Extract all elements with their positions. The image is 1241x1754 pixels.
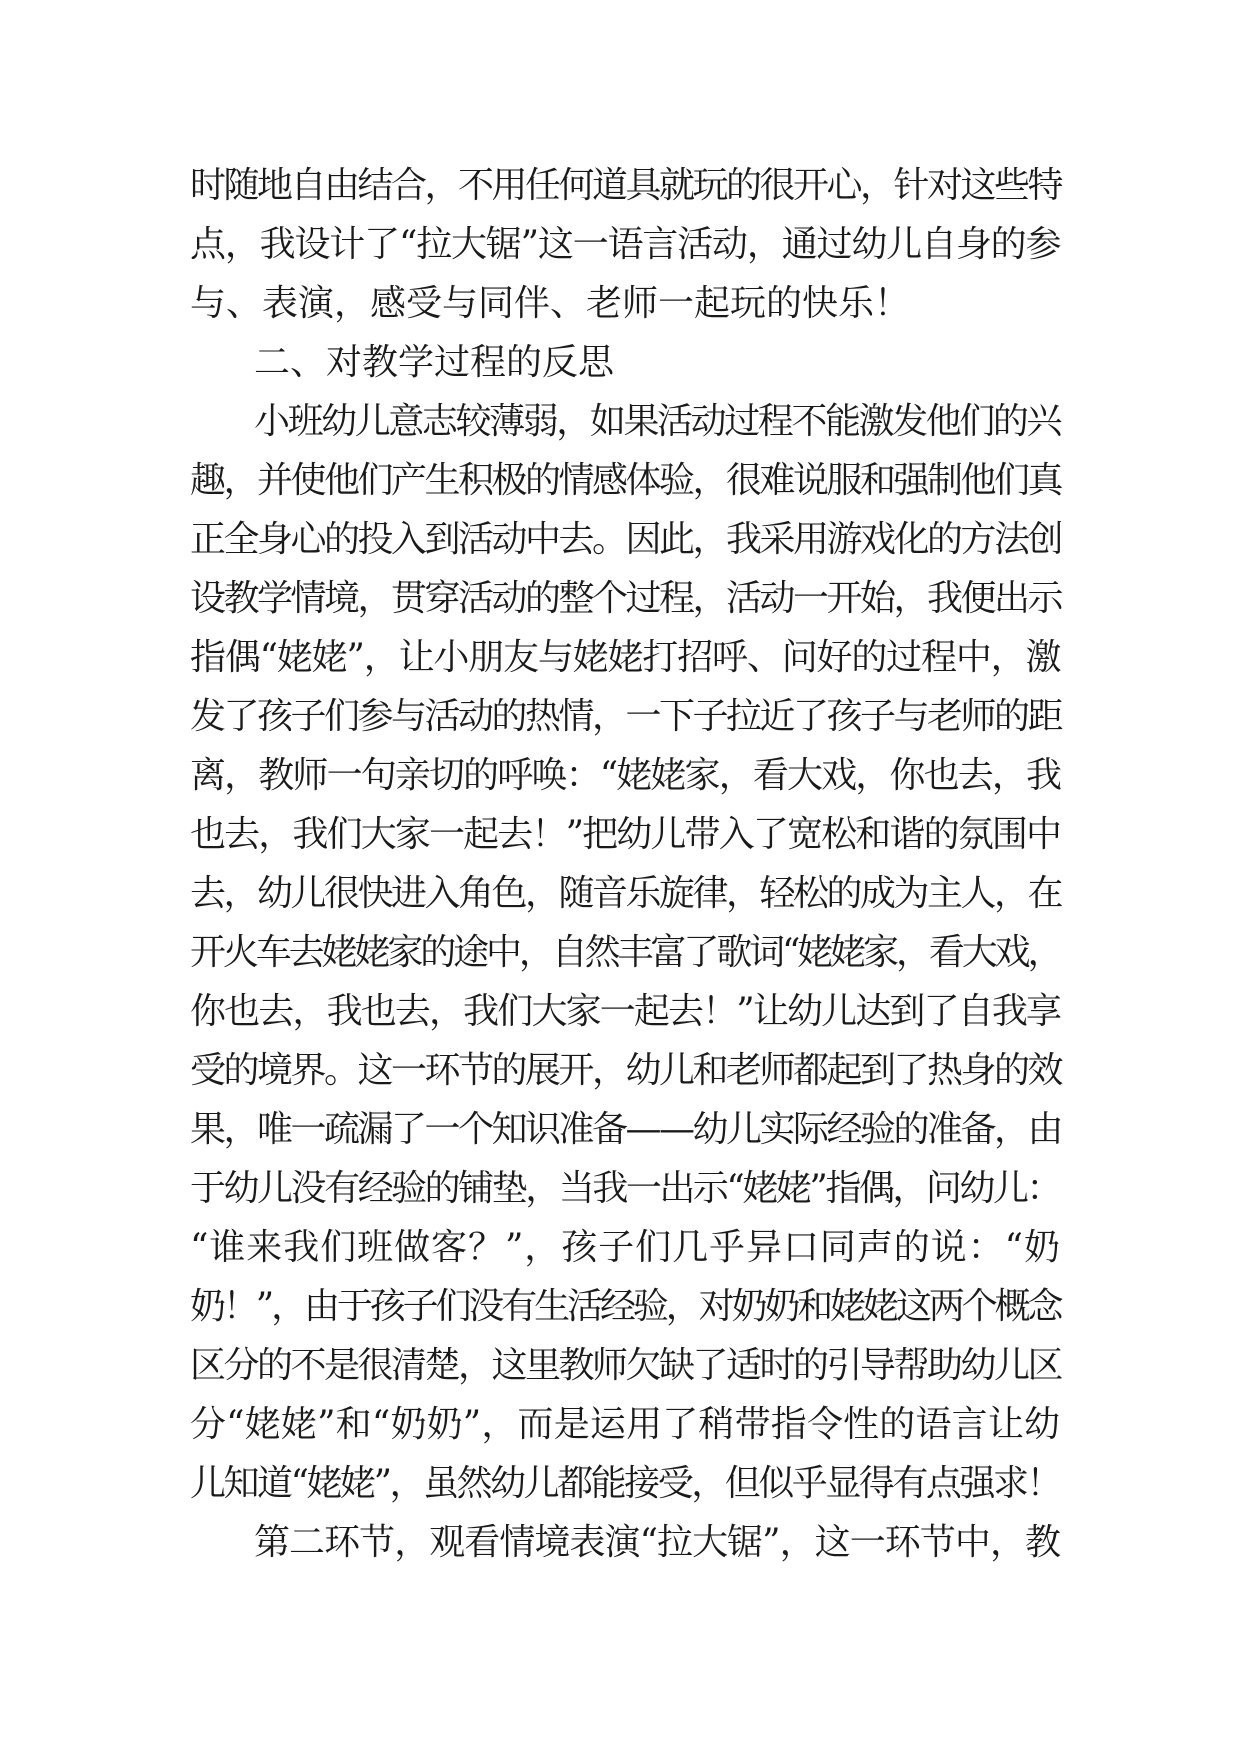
text-line: 区分的不是很清楚，这里教师欠缺了适时的引导帮助幼儿区 <box>190 1345 1062 1386</box>
text-line: 与、表演，感受与同伴、老师一起玩的快乐！ <box>190 283 911 324</box>
text-line: 分“姥姥”和“奶奶”，而是运用了稍带指令性的语言让幼 <box>190 1404 1060 1445</box>
text-line: 指偶“姥姥”，让小朋友与姥姥打招呼、问好的过程中，激 <box>190 637 1060 678</box>
text-line: 也去，我们大家一起去！”把幼儿带入了宽松和谐的氛围中 <box>190 814 1060 855</box>
text-line: 儿知道“姥姥”，虽然幼儿都能接受，但似乎显得有点强求！ <box>190 1463 1060 1504</box>
text-line: 于幼儿没有经验的铺垫，当我一出示“姥姥”指偶，问幼儿： <box>190 1168 1060 1209</box>
text-line: 正全身心的投入到活动中去。因此，我采用游戏化的方法创 <box>190 519 1062 560</box>
text-line: 你也去，我也去，我们大家一起去！”让幼儿达到了自我享 <box>190 991 1060 1032</box>
text-line: 小班幼儿意志较薄弱，如果活动过程不能激发他们的兴 <box>254 401 1060 442</box>
text-line: 受的境界。这一环节的展开，幼儿和老师都起到了热身的效 <box>190 1050 1062 1091</box>
text-line: 果，唯一疏漏了一个知识准备——幼儿实际经验的准备，由 <box>190 1109 1062 1150</box>
text-line: 时随地自由结合，不用任何道具就玩的很开心，针对这些特 <box>190 165 1062 206</box>
text-line: 发了孩子们参与活动的热情，一下子拉近了孩子与老师的距 <box>190 696 1062 737</box>
section-heading: 二、对教学过程的反思 <box>254 342 615 383</box>
text-line: 奶！”，由于孩子们没有生活经验，对奶奶和姥姥这两个概念 <box>190 1286 1060 1327</box>
text-line: 离，教师一句亲切的呼唤：“姥姥家，看大戏，你也去，我 <box>190 755 1060 796</box>
document-body <box>190 156 1060 1572</box>
text-line: 第二环节，观看情境表演“拉大锯”，这一环节中，教 <box>254 1522 1060 1563</box>
text-line: 开火车去姥姥家的途中，自然丰富了歌词“姥姥家，看大戏， <box>190 932 1060 973</box>
text-line: “谁来我们班做客？”，孩子们几乎异口同声的说：“奶 <box>190 1227 1060 1268</box>
text-line: 设教学情境，贯穿活动的整个过程，活动一开始，我便出示 <box>190 578 1062 619</box>
text-line: 趣，并使他们产生积极的情感体验，很难说服和强制他们真 <box>190 460 1062 501</box>
text-line: 去，幼儿很快进入角色，随音乐旋律，轻松的成为主人，在 <box>190 873 1062 914</box>
text-line: 点，我设计了“拉大锯”这一语言活动，通过幼儿自身的参 <box>190 224 1060 265</box>
